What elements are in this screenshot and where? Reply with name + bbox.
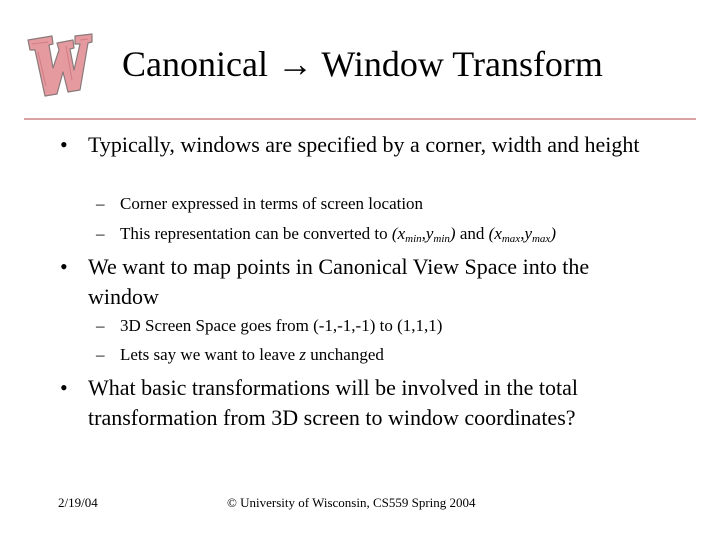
bullet-1-text: Typically, windows are specified by a corner, width and height (88, 132, 640, 157)
dash-icon: – (96, 224, 105, 243)
bullet-icon: • (60, 132, 68, 157)
dash-icon: – (96, 194, 105, 213)
title-left: Canonical (122, 44, 268, 84)
dash-icon: – (96, 345, 105, 364)
sub-2-1-text: 3D Screen Space goes from (-1,-1,-1) to (1,1,1) (120, 316, 443, 335)
bullet-icon: • (60, 254, 68, 279)
sub-1-2-text: This representation can be converted to $(x_{min},y_{min})$ and $(x_{max},y_{max})$ (120, 224, 556, 245)
bullet-3-text: What basic transformations will be involved in the total transformation from 3D screen to window coordinates? (88, 375, 578, 430)
footer-copyright: © University of Wisconsin, CS559 Spring 2004 (227, 495, 476, 510)
bullet-icon: • (60, 375, 68, 400)
title-right: Window Transform (321, 44, 603, 84)
sub-1-1-text: Corner expressed in terms of screen location (120, 194, 424, 213)
footer-date: 2/19/04 (58, 495, 98, 510)
bullet-2-text: We want to map points in Canonical View Space into the window (88, 254, 590, 309)
arrow-icon: → (277, 44, 313, 84)
dash-icon: – (96, 316, 105, 335)
sub-2-2-text: Lets say we want to leave z unchanged (120, 345, 384, 364)
